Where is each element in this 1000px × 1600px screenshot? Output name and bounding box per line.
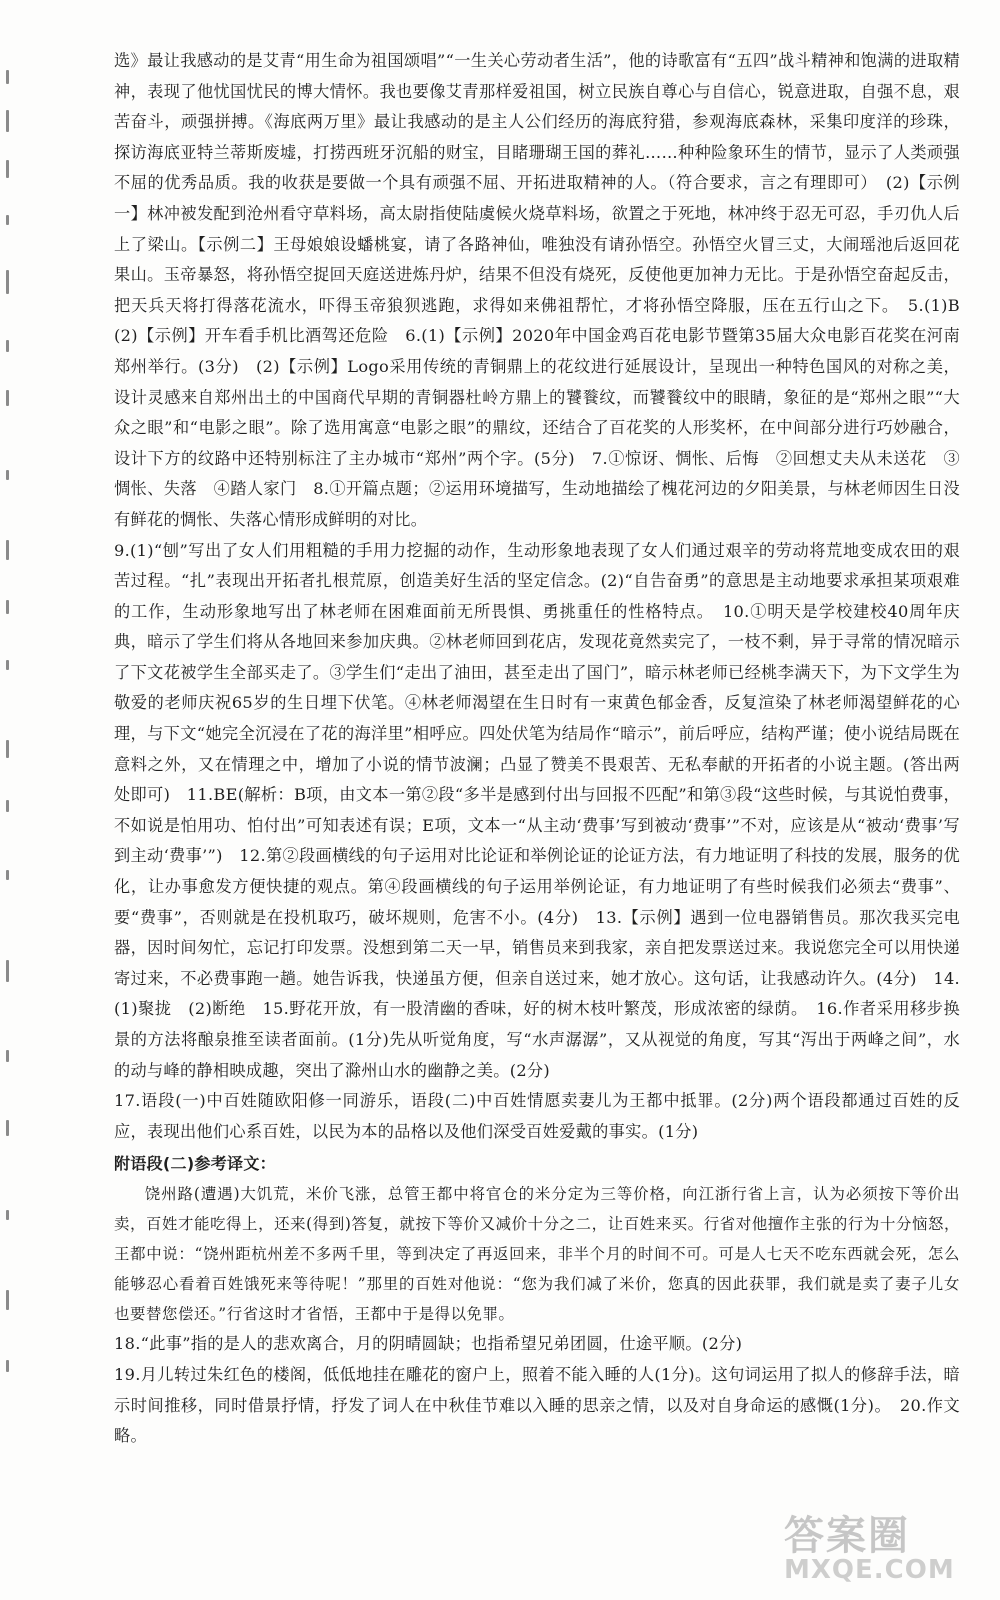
answer-paragraph-1: 选》最让我感动的是艾青“用生命为祖国颂唱”“一生关心劳动者生活”，他的诗歌富有“五四”战斗精神和饱满的进取精神，表现了他忧国忧民的博大情怀。我也要像艾青那样爱祖国，树立民族自尊心与自信心，锐意进取，自强不息，艰苦奋斗，顽强拼搏。《海底两万里》最让我感动的是主人公们经历的海底狩猎，参观海底森林，采集印度洋的珍珠，探访海底亚特兰蒂斯废墟，打捞西班牙沉船的财宝，目睹珊瑚王国的葬礼……种种险象环生的情节，显示了人类顽强不屈的优秀品质。我的收获是要做一个具有顽强不屈、开拓进取精神的人。（符合要求，言之有理即可） (2)【示例一】林冲被发配到沧州看守草料场，高太尉指使陆虞候火烧草料场，欲置之于死地，林冲终于忍无可忍，手刃仇人后上了梁山。【示例二】王母娘娘设蟠桃宴，请了各路神仙，唯独没有请孙悟空。孙悟空火冒三丈，大闹瑶池后返回花果山。玉帝暴怒，将孙悟空捉回天庭送进炼丹炉，结果不但没有烧死，反使他更加神力无比。于是孙悟空奋起反击，把天兵天将打得落花流水，吓得玉帝狼狈逃跑，求得如来佛祖帮忙，才将孙悟空降服，压在五行山之下。 5.(1)B (2)【示例】开车看手机比酒驾还危险 6.(1)【示例】2020年中国金鸡百花电影节暨第35届大众电影百花奖在河南郑州举行。(3分) (2)【示例】Logo采用传统的青铜鼎上的花纹进行延展设计，呈现出一种特色国风的对称之美，设计灵感来自郑州出土的中国商代早期的青铜器杜岭方鼎上的饕餮纹，而饕餮纹中的眼睛，象征的是“郑州之眼”“大众之眼”和“电影之眼”。除了选用寓意“电影之眼”的鼎纹，还结合了百花奖的人形奖杯，在中间部分进行巧妙融合，设计下方的纹路中还特别标注了主办城市“郑州”两个字。(5分) 7.①惊讶、惆怅、后悔 ②回想丈夫从未送花 ③惆怅、失落 ④踏人家门 8.①开篇点题；②运用环境描写，生动地描绘了槐花河边的夕阳美景，与林老师因生日没有鲜花的惆怅、失落心情形成鲜明的对比。	[114, 51, 977, 529]
site-watermark	[784, 1504, 974, 1585]
binding-gutter-marks	[6, 40, 36, 1440]
answer-paragraph-19: 19.月儿转过朱红色的楼阁，低低地挂在雕花的窗户上，照着不能入睡的人(1分)。这句词运用了拟人的修辞手法，暗示时间推移，同时借景抒情，抒发了词人在中秋佳节难以入睡的思亲之情，以及对自身命运的感慨(1分)。 20.作文略。	[114, 1364, 960, 1446]
translation-paragraph: 饶州路(遭遇)大饥荒，米价飞涨，总管王都中将官仓的米分定为三等价格，向江浙行省上言，认为必须按下等价出卖，百姓才能吃得上，还来(得到)答复，就按下等价又减价十分之二，让百姓来买。行省对他擅作主张的行为十分恼怒，王都中说：“饶州距杭州差不多两千里，等到决定了再返回来，非半个月的时间不可。可是人七天不吃东西就会死，怎么能够忍心看着百姓饿死来等待呢！”那里的百姓对他说：“您为我们减了米价，您真的因此获罪，我们就是卖了妻子儿女也要替您偿还。”行省这时才省悟，王都中于是得以免罪。	[114, 1185, 960, 1324]
appendix-heading: 附语段(二)参考译文：	[114, 1154, 276, 1174]
answer-paragraph-2: 9.(1)“刨”写出了女人们用粗糙的手用力挖掘的动作，生动形象地表现了女人们通过艰辛的劳动将荒地变成农田的艰苦过程。“扎”表现出开拓者扎根荒原，创造美好生活的坚定信念。(2)“自告奋勇”的意思是主动地要求承担某项艰难的工作，生动形象地写出了林老师在困难面前无所畏惧、勇挑重任的性格特点。 10.①明天是学校建校40周年庆典，暗示了学生们将从各地回来参加庆典。②林老师回到花店，发现花竟然卖完了，一枝不剩，异于寻常的情况暗示了下文花被学生全部买走了。③学生们“走出了油田，甚至走出了国门”，暗示林老师已经桃李满天下，为下文学生为敬爱的老师庆祝65岁的生日埋下伏笔。④林老师渴望在生日时有一束黄色郁金香，反复渲染了林老师渴望鲜花的心理，与下文“她完全沉浸在了花的海洋里”相呼应。四处伏笔为结局作“暗示”，前后呼应，结构严谨；使小说结局既在意料之外，又在情理之中，增加了小说的情节波澜；凸显了赞美不畏艰苦、无私奉献的开拓者的小说主题。(答出两处即可) 11.BE(解析：B项，由文本一第②段“多半是感到付出与回报不匹配”和第③段“这些时候，与其说怕费事，不如说是怕用功、怕付出”可知表述有误；E项，文本一“从主动‘费事’写到被动‘费事’”不对，应该是从“被动‘费事’写到主动‘费事’”) 12.第②段画横线的句子运用对比论证和举例论证的论证方法，有力地证明了科技的发展，服务的优化，让办事愈发方便快捷的观点。第④段画横线的句子运用举例论证，有力地证明了有些时候我们必须去“费事”、要“费事”，否则就是在投机取巧，破坏规则，危害不小。(4分) 13.【示例】遇到一位电器销售员。那次我买完电器，因时间匆忙，忘记打印发票。没想到第二天一早，销售员来到我家，亲自把发票送过来。我说您完全可以用快递寄过来，不必费事跑一趟。她告诉我，快递虽方便，但亲自送过来，她才放心。这句话，让我感动许久。(4分) 14.(1)聚拢 (2)断绝 15.野花开放，有一股清幽的香味，好的树木枝叶繁茂，形成浓密的绿荫。 16.作者采用移步换景的方法将酿泉推至读者面前。(1分)先从听觉角度，写“水声潺潺”，又从视觉的角度，写其“泻出于两峰之间”，水的动与峰的静相映成趣，突出了滁州山水的幽静之美。(2分)	[114, 540, 960, 1080]
watermark-logo-text: 答案圈	[784, 1513, 910, 1559]
answer-paragraph-3: 17.语段(一)中百姓随欧阳修一同游乐，语段(二)中百姓情愿卖妻儿为王都中抵罪。(2分)两个语段都通过百姓的反应，表现出他们心系百姓，以民为本的品格以及他们深受百姓爱戴的事实。(1分)	[114, 1091, 960, 1141]
watermark-domain: MXQE.COM	[784, 1555, 955, 1585]
answer-content	[114, 46, 977, 1452]
answer-paragraph-18: 18.“此事”指的是人的悲欢离合，月的阴晴圆缺；也指希望兄弟团圆，仕途平顺。(2分)	[114, 1334, 743, 1354]
